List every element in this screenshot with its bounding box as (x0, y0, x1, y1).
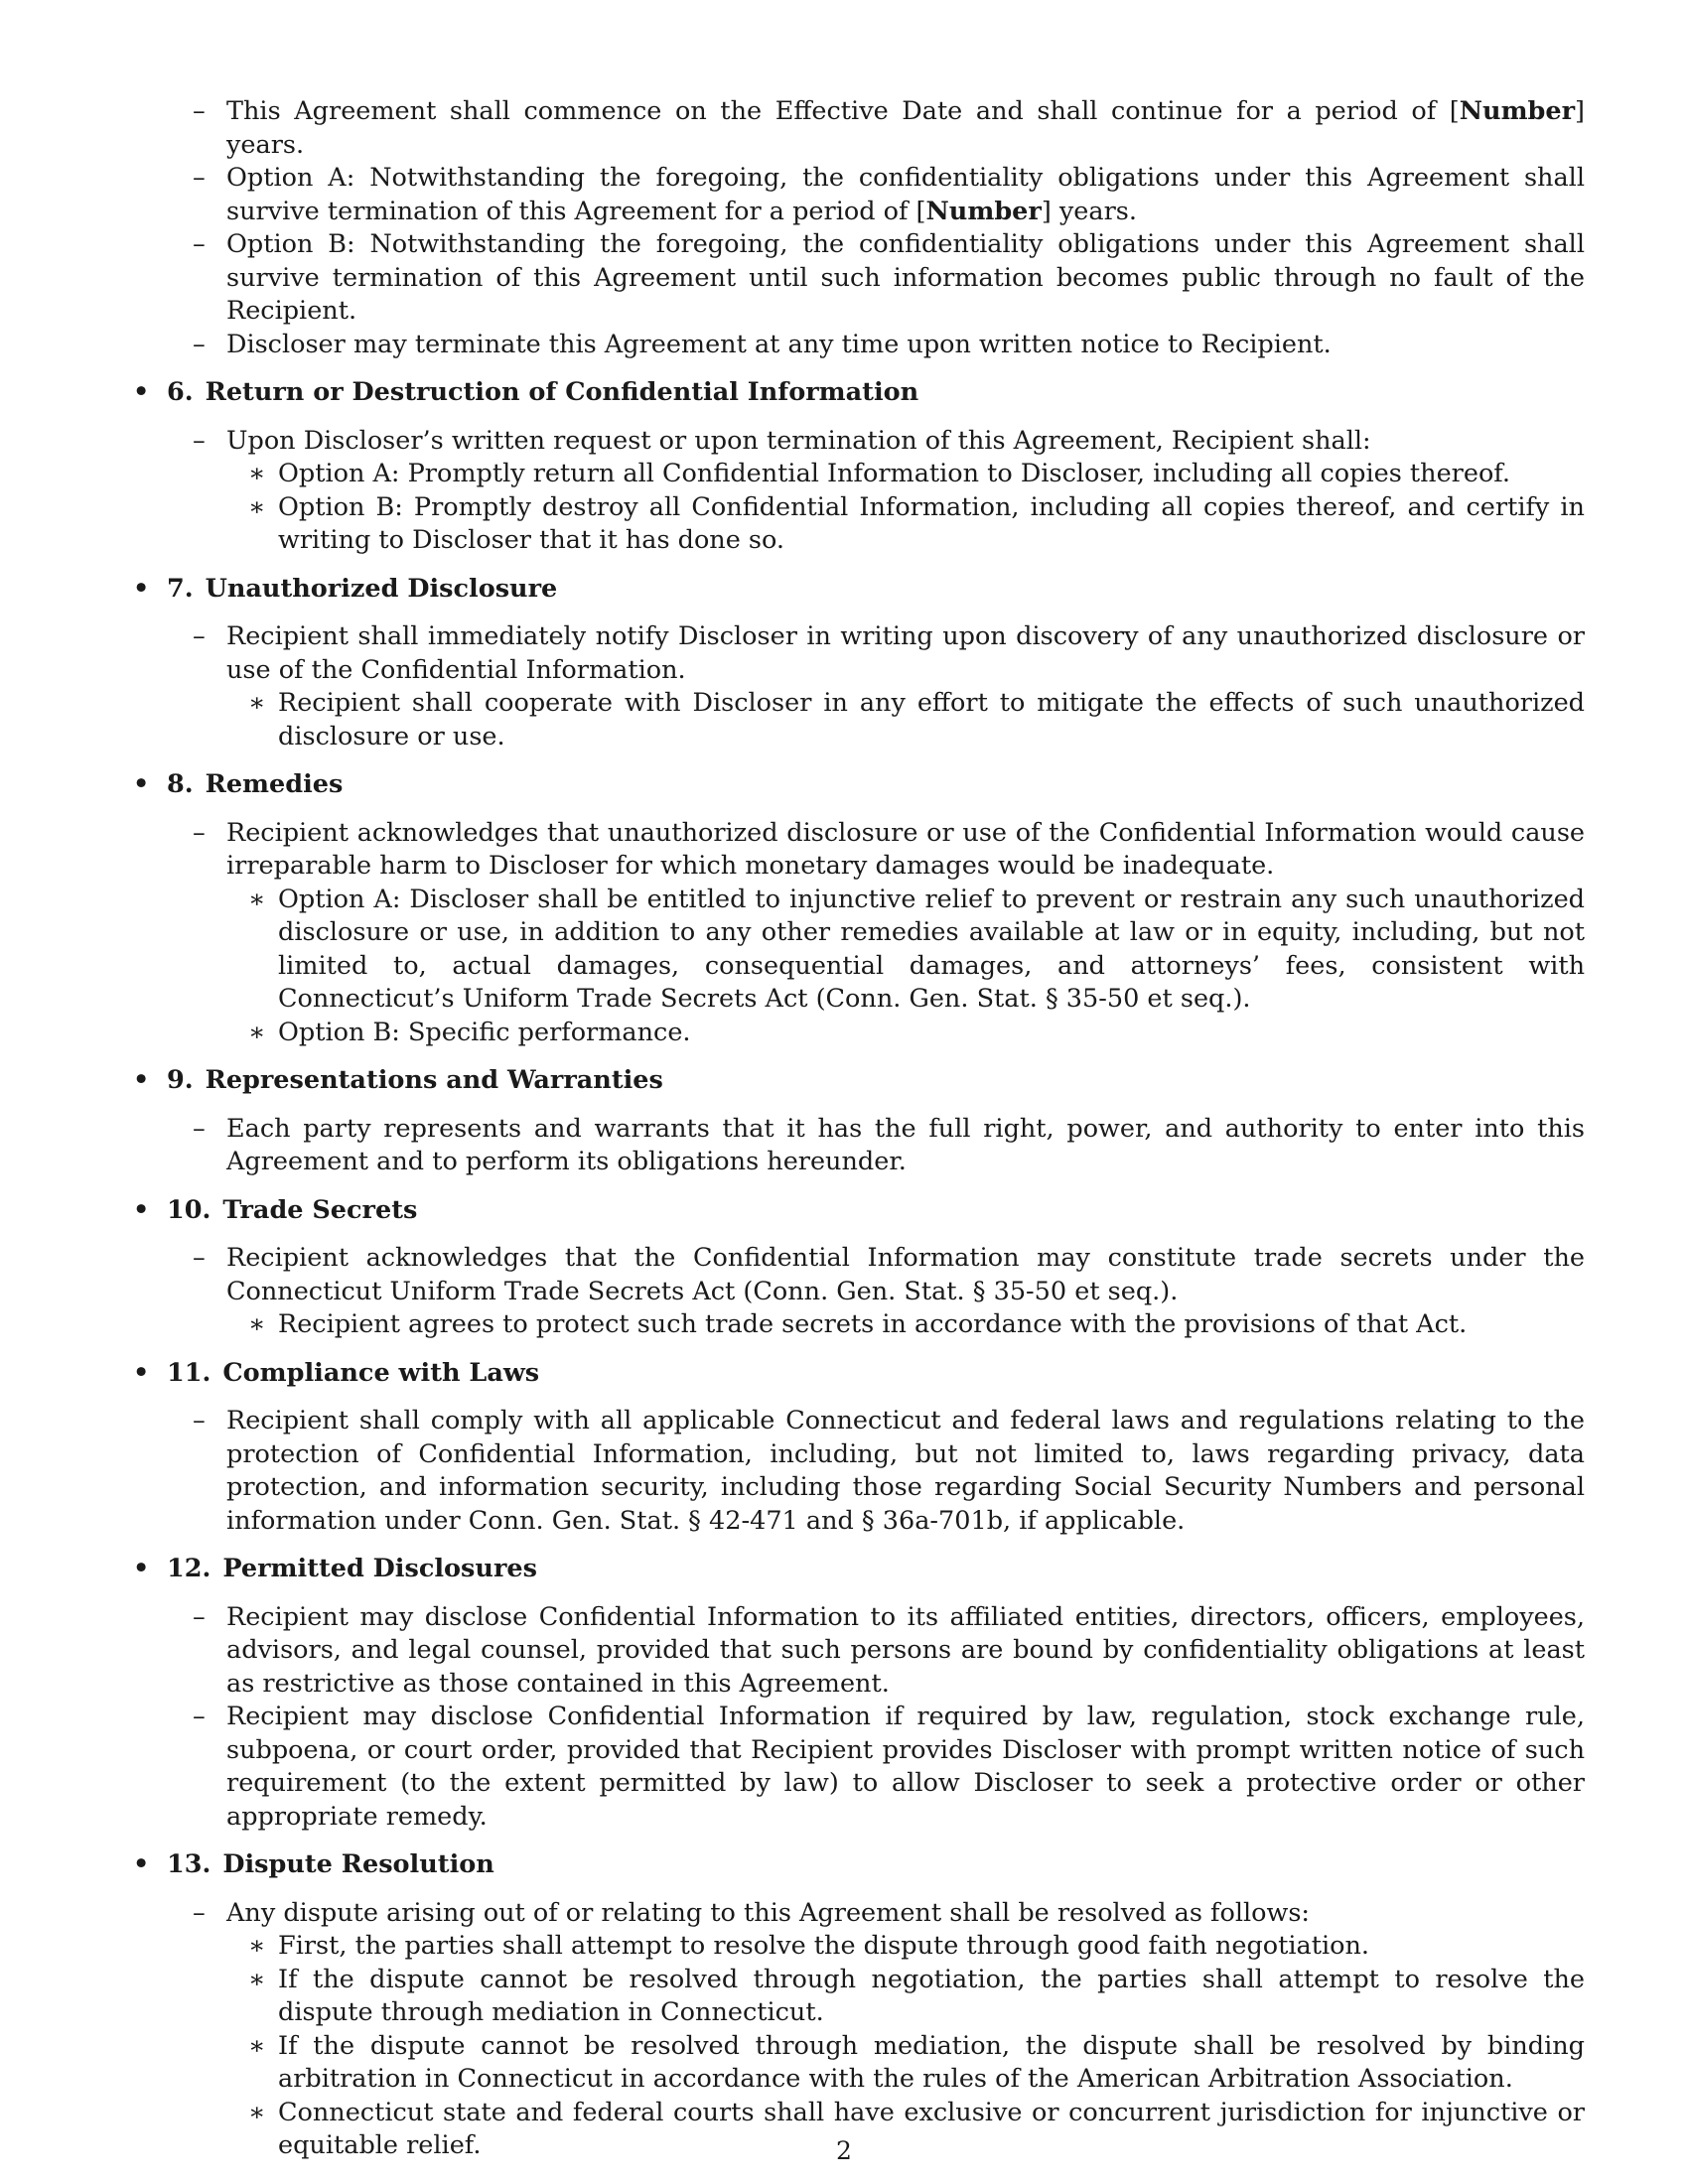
page-number: 2 (836, 2136, 852, 2165)
sub-clause-item: ∗ If the dispute cannot be resolved through negotiation, the parties shall attempt to resolve the dispute through mediation in Connecticut. (133, 1964, 1585, 2030)
section-number: 13. (167, 1849, 211, 1879)
sub-clause-item: ∗ Recipient shall cooperate with Discloser in any effort to mitigate the effects of such unauthorized disclosure or use. (133, 687, 1585, 753)
section-title: Remedies (205, 769, 344, 799)
clause-item: – Recipient acknowledges that unauthorized disclosure or use of the Confidential Information would cause irreparable harm to Discloser for which monetary damages would be inadequate. (133, 817, 1585, 884)
section (133, 1357, 1585, 1539)
sub-clause-item: ∗ Option B: Specific performance. (133, 1017, 1585, 1050)
term-item: – Option B: Notwithstanding the foregoing, the confidentiality obligations under this Agreement shall survive termination of this Agreement until such information becomes public through no fault of the Recipient. (133, 228, 1585, 329)
clause-item: – Recipient shall immediately notify Discloser in writing upon discovery of any unauthorized disclosure or use of the Confidential Information. (133, 620, 1585, 687)
section-title: Dispute Resolution (222, 1849, 494, 1879)
section-number: 7. (167, 573, 194, 604)
section-title: Permitted Disclosures (222, 1554, 537, 1583)
sub-clause-item: ∗ Option A: Discloser shall be entitled to injunctive relief to prevent or restrain any such unauthorized disclosure or use, in addition to any other remedies available at law or in equity, including, but not limited to, actual damages, consequential damages, and attorneys’ fees, consistent with Connecticut’s Uniform Trade Secrets Act (Conn. Gen. Stat. § 35-50 et seq.). (133, 884, 1585, 1017)
sub-clause-item: ∗ Option A: Promptly return all Confidential Information to Discloser, including all copies thereof. (133, 458, 1585, 491)
sub-clause-item: ∗ Recipient agrees to protect such trade secrets in accordance with the provisions of that Act. (133, 1308, 1585, 1342)
section (133, 1553, 1585, 1834)
term-item-text: ] years. (226, 96, 1585, 160)
clause-item: – Upon Discloser’s written request or upon termination of this Agreement, Recipient shall: (133, 425, 1585, 459)
term-item-text: Option A: Notwithstanding the foregoing, the confidentiality obligations under this Agreement shall survive termination of this Agreement for a period of [ (226, 163, 1585, 226)
section-title: Compliance with Laws (222, 1357, 540, 1388)
clause-item: – Recipient may disclose Confidential Information to its affiliated entities, directors, officers, employees, advisors, and legal counsel, provided that such persons are bound by confidentiality obligations at least as restrictive as those contained in this Agreement. (133, 1601, 1585, 1702)
term-item: – Discloser may terminate this Agreement at any time upon written notice to Recipient. (133, 329, 1585, 362)
section-number: 12. (167, 1554, 211, 1583)
section-heading (133, 1194, 1585, 1228)
section-heading (133, 1064, 1585, 1098)
clause-item: – Each party represents and warrants that it has the full right, power, and authority to enter into this Agreement and to perform its obligations hereunder. (133, 1113, 1585, 1179)
term-item (133, 95, 1585, 162)
section-heading (133, 573, 1585, 607)
clause-item: – Recipient acknowledges that the Confidential Information may constitute trade secrets under the Connecticut Uniform Trade Secrets Act (Conn. Gen. Stat. § 35-50 et seq.). (133, 1242, 1585, 1308)
section-title: Return or Destruction of Confidential Information (205, 377, 919, 407)
sub-clause-item: ∗ First, the parties shall attempt to resolve the dispute through good faith negotiation. (133, 1930, 1585, 1964)
section-number: 6. (167, 377, 194, 407)
placeholder-number: Number (925, 196, 1042, 226)
section (133, 1064, 1585, 1179)
term-item (133, 162, 1585, 228)
sub-clause-item: ∗ Option B: Promptly destroy all Confidential Information, including all copies thereof, and certify in writing to Discloser that it has done so. (133, 491, 1585, 558)
section-heading (133, 1553, 1585, 1586)
term-item-text: This Agreement shall commence on the Effective Date and shall continue for a period of [ (226, 96, 1460, 126)
section-number: 8. (167, 769, 194, 799)
section-title: Representations and Warranties (205, 1065, 663, 1095)
section-number: 9. (167, 1065, 194, 1095)
section-heading (133, 1848, 1585, 1882)
section-title: Unauthorized Disclosure (205, 573, 558, 604)
section-number: 11. (167, 1357, 211, 1388)
document-page (133, 95, 1585, 2163)
sub-clause-item: ∗ If the dispute cannot be resolved through mediation, the dispute shall be resolved by binding arbitration in Connecticut in accordance with the rules of the American Arbitration Association. (133, 2030, 1585, 2097)
section-title: Trade Secrets (222, 1194, 418, 1225)
section (133, 376, 1585, 558)
section-heading (133, 768, 1585, 802)
section-heading (133, 376, 1585, 410)
section (133, 768, 1585, 1049)
section-list (133, 376, 1585, 2163)
placeholder-number: Number (1459, 96, 1576, 126)
clause-item: – Any dispute arising out of or relating to this Agreement shall be resolved as follows: (133, 1897, 1585, 1931)
term-item-text: ] years. (1041, 196, 1137, 226)
section (133, 573, 1585, 754)
term-list (133, 95, 1585, 361)
clause-item: – Recipient shall comply with all applicable Connecticut and federal laws and regulations relating to the protection of Confidential Information, including, but not limited to, laws regarding privacy, data protection, and information security, including those regarding Social Security Numbers and personal information under Conn. Gen. Stat. § 42-471 and § 36a-701b, if applicable. (133, 1405, 1585, 1538)
section (133, 1848, 1585, 2163)
section (133, 1194, 1585, 1342)
section-number: 10. (167, 1194, 211, 1225)
clause-item: – Recipient may disclose Confidential Information if required by law, regulation, stock exchange rule, subpoena, or court order, provided that Recipient provides Discloser with prompt written notice of such requirement (to the extent permitted by law) to allow Discloser to seek a protective order or other appropriate remedy. (133, 1701, 1585, 1834)
sub-clause-item: ∗ Connecticut state and federal courts shall have exclusive or concurrent jurisdiction for injunctive or equitable relief. (133, 2097, 1585, 2163)
section-heading (133, 1357, 1585, 1391)
